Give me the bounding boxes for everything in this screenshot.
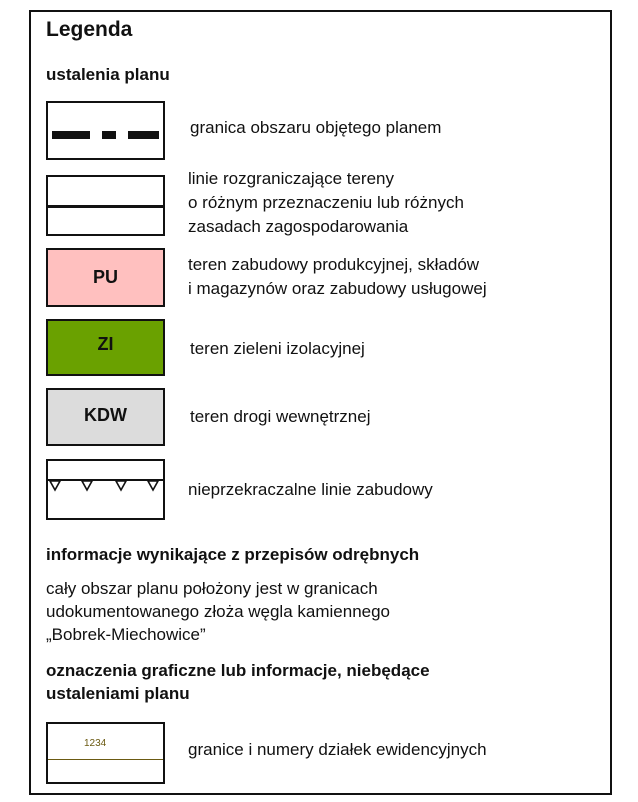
building-line-description: nieprzekraczalne linie zabudowy [188,480,433,499]
parcel-symbol [46,722,165,784]
parcel-number: 1234 [84,738,107,749]
plan-boundary-description: granica obszaru objętego planem [190,118,442,137]
zi-symbol [46,319,165,376]
dividing-lines-symbol [46,175,165,236]
kdw-description: teren drogi wewnętrznej [190,407,371,426]
section-plan-heading: ustalenia planu [46,65,170,84]
pu-code: PU [92,267,118,287]
pu-description: teren zabudowy produkcyjnej, składów i magazynów oraz zabudowy usługowej [188,255,487,298]
zi-code: ZI [97,334,114,354]
kdw-symbol [46,388,165,446]
legend-title: Legenda [46,18,133,41]
dividing-line [48,205,163,208]
zi-description: teren zieleni izolacyjnej [190,339,365,358]
info-text: cały obszar planu położony jest w granicach udokumentowanego złoża węgla kamiennego „Bobrek-Miechowice” [46,579,391,644]
pu-symbol [46,248,165,307]
building-line-symbol [46,459,165,520]
building-line-triangles [48,461,163,518]
plan-boundary-symbol [46,101,165,160]
parcel-boundary-line [48,759,163,760]
kdw-code: KDW [84,405,127,425]
parcel-description: granice i numery działek ewidencyjnych [188,740,487,759]
dashed-boundary-line [48,103,163,158]
dividing-lines-description: linie rozgraniczające tereny o różnym przeznaczeniu lub różnych zasadach zagospodarowania [188,169,464,236]
section-graphic-heading: oznaczenia graficzne lub informacje, niebędące ustaleniami planu [46,661,430,703]
section-info-heading: informacje wynikające z przepisów odrębnych [46,545,420,564]
